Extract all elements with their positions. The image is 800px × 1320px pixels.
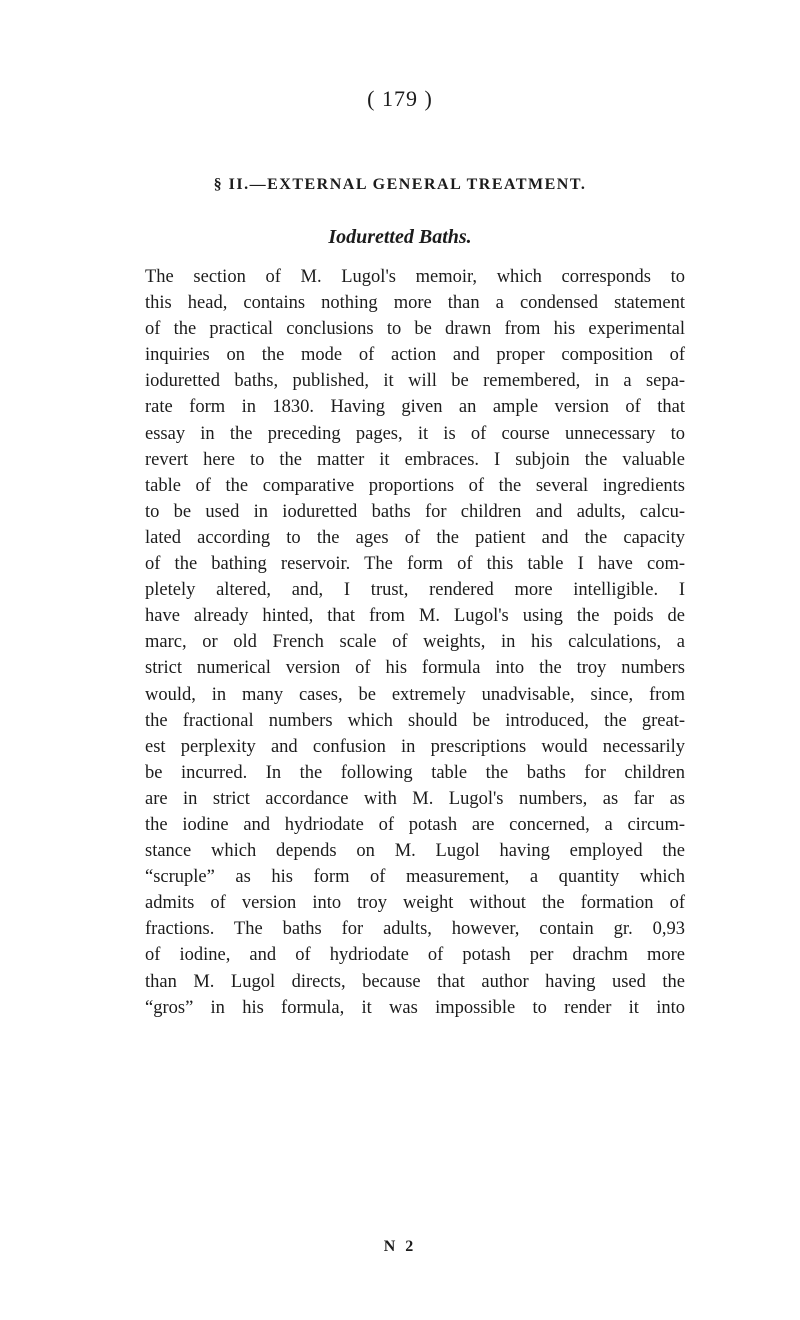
text-line: ioduretted baths, published, it will be remembered, in a sepa- bbox=[145, 371, 685, 392]
subheading: Ioduretted Baths. bbox=[328, 226, 472, 248]
text-line: admits of version into troy weight without the formation of bbox=[145, 893, 685, 914]
signature-mark: N 2 bbox=[383, 1238, 417, 1255]
text-line: table of the comparative proportions of the several ingredients bbox=[145, 475, 685, 496]
text-line: marc, or old French scale of weights, in his calculations, a bbox=[145, 632, 685, 653]
text-line: pletely altered, and, I trust, rendered more intelligible. I bbox=[145, 580, 685, 601]
text-line: have already hinted, that from M. Lugol's using the poids de bbox=[145, 606, 685, 627]
text-line: fractions. The baths for adults, however, contain gr. 0,93 bbox=[145, 919, 685, 940]
text-line: the iodine and hydriodate of potash are concerned, a circum- bbox=[145, 814, 685, 835]
text-line: be incurred. In the following table the baths for children bbox=[145, 762, 685, 783]
text-line: stance which depends on M. Lugol having employed the bbox=[145, 841, 685, 862]
text-line: than M. Lugol directs, because that author having used the bbox=[145, 971, 685, 992]
text-line: rate form in 1830. Having given an ample version of that bbox=[145, 397, 685, 418]
text-line: essay in the preceding pages, it is of course unnecessary to bbox=[145, 423, 685, 444]
text-line: “gros” in his formula, it was impossible to render it into bbox=[145, 997, 685, 1018]
page-number: ( 179 ) bbox=[367, 86, 433, 111]
text-line: this head, contains nothing more than a condensed statement bbox=[145, 293, 685, 314]
text-line: would, in many cases, be extremely unadvisable, since, from bbox=[145, 684, 685, 705]
text-line: of the practical conclusions to be drawn from his experimental bbox=[145, 319, 685, 340]
text-line: revert here to the matter it embraces. I subjoin the valuable bbox=[145, 449, 685, 470]
text-line: of the bathing reservoir. The form of this table I have com- bbox=[145, 554, 685, 575]
body-paragraph bbox=[145, 264, 685, 1021]
text-line: inquiries on the mode of action and proper composition of bbox=[145, 345, 685, 366]
text-line: strict numerical version of his formula into the troy numbers bbox=[145, 658, 685, 679]
text-line: to be used in ioduretted baths for children and adults, calcu- bbox=[145, 501, 685, 522]
section-heading: § II.—EXTERNAL GENERAL TREATMENT. bbox=[213, 176, 587, 193]
text-line: of iodine, and of hydriodate of potash per drachm more bbox=[145, 945, 685, 966]
text-line: est perplexity and confusion in prescriptions would necessarily bbox=[145, 736, 685, 757]
text-line: lated according to the ages of the patient and the capacity bbox=[145, 527, 685, 548]
text-line: are in strict accordance with M. Lugol's numbers, as far as bbox=[145, 788, 685, 809]
text-line: “scruple” as his form of measurement, a quantity which bbox=[145, 867, 685, 888]
text-line: The section of M. Lugol's memoir, which corresponds to bbox=[145, 267, 685, 287]
text-line: the fractional numbers which should be introduced, the great- bbox=[145, 710, 685, 731]
